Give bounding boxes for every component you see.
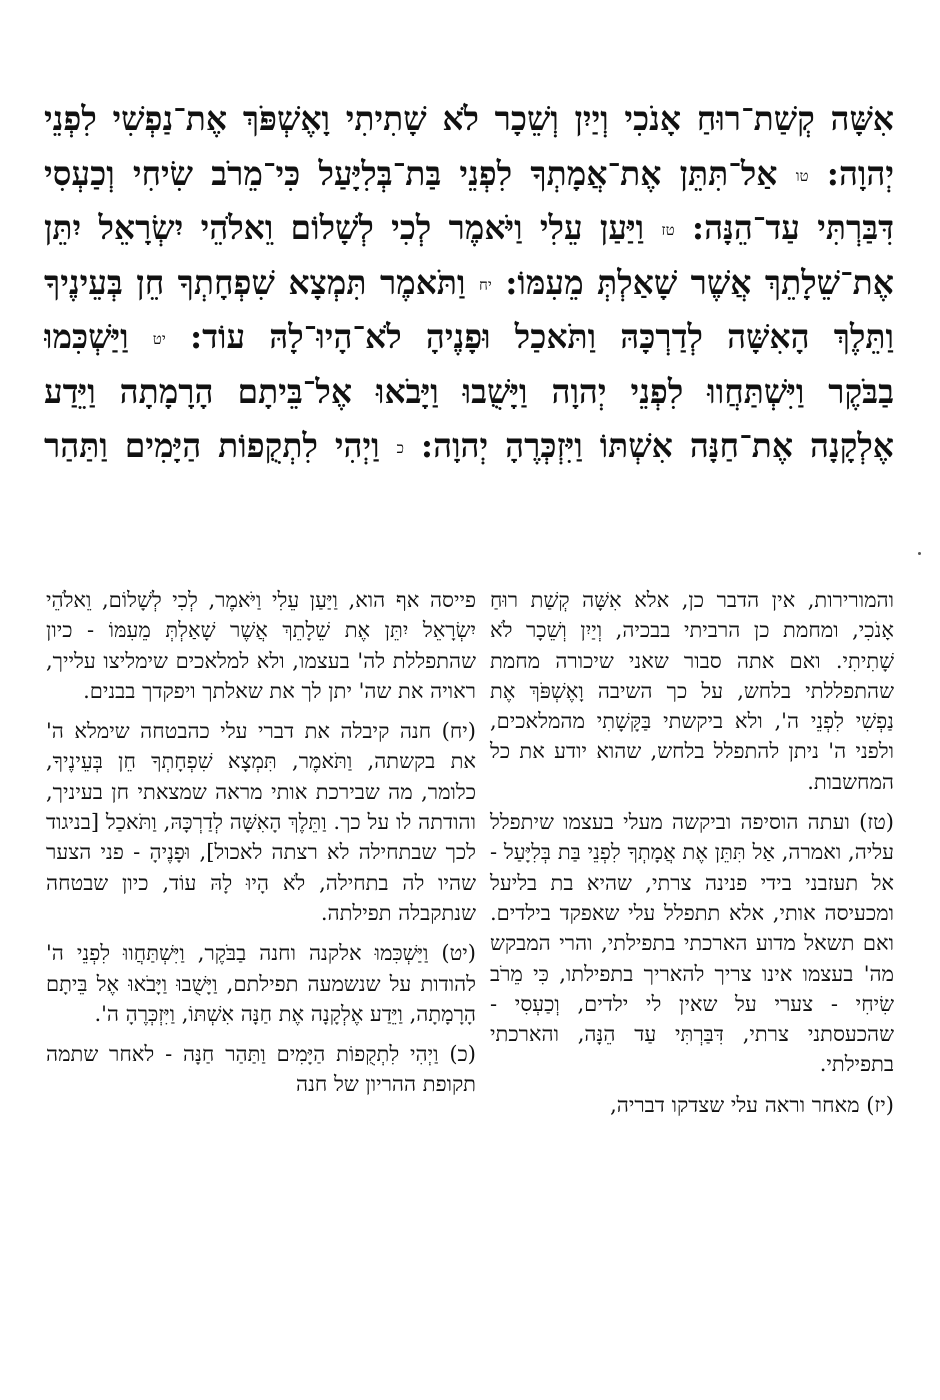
commentary-paragraph: (יט) וַיַּשְׁכִּמוּ אלקנה וחנה בַבֹּקֶר, וַיִּשְׁתַּחֲווּ לִפְנֵי ה' להודות על שנשמעה תפילתם, וַיָּשֻׁבוּ וַיָּבֹאוּ אֶל בֵּיתָם הָרָמָתָה, וַיֵּדַע אֶלְקָנָה אֶת חַנָּה אִשְׁתּוֹ, וַיִּזְכְּרֶהָ ה'. <box>46 941 476 1026</box>
verse-number: טו <box>795 166 809 185</box>
verse-text: וַיַּעַן עֵלִי וַיֹּאמֶר לְכִי לְשָׁלוֹם וֵאלֹהֵי יִשְׂרָאֵל יִתֵּן <box>44 208 645 247</box>
verse-number: יח <box>478 275 492 294</box>
verse-line <box>44 147 894 202</box>
commentary-paragraph: (יח) חנה קיבלה את דברי עלי כהבטחה שימלא ה' את בקשתה, וַתֹּאמֶר, תִּמְצָא שִׁפְחָתְךָ חֵן בְּעֵינֶיךָ, כלומר, מה שבירכת אותי מראה שמצאתי חן בעיניך, והודתה לו על כך. וַתֵּלֶךְ הָאִשָּׁה לְדַרְכָּהּ, וַתֹּאכַל [בניגוד לכך שבתחילה לא רצתה לאכול], וּפָנֶיהָ - פני הצער שהיו לה בתחילה, לֹא הָיוּ לָהּ עוֹד, כיון שבטחה שנתקבלה תפילתה. <box>46 719 476 925</box>
scan-speck <box>918 552 921 555</box>
verse-line <box>44 201 894 256</box>
verse-text: וַיַּשְׁכִּמוּ <box>44 317 129 356</box>
verse-text: וַתֹּאמֶר תִּמְצָא שִׁפְחָתְךָ חֵן בְּעֵינֶיךָ <box>44 262 466 302</box>
verse-line <box>44 310 894 365</box>
verse-line <box>44 92 894 147</box>
verse-text: אַל־תִּתֵּן אֶת־אֲמָתְךָ לִפְנֵי בַּת־בְּלִיָּעַל כִּי־מֵרֹב שִׂיחִי וְכַעְסִי <box>44 153 778 193</box>
commentary-paragraph: (טז) ועתה הוסיפה וביקשה מעלי בעצמו שיתפלל עליה, ואמרה, אַל תִּתֵּן אֶת אֲמָתְךָ לִפְנֵי בַּת בְּלִיָּעַל - אל תעזבני בידי פנינה צרתי, שהיא בת בליעל ומכעיסה אותי, אלא תתפלל עלי שאפקד בילדים. ואם תשאל מדוע הארכתי בתפילתי, והרי המבקש מה' בעצמו אינו צריך להאריך בתפילתו, כִּי מֵרֹב שִׂיחִי - צערי על שאין לי ילדים, וְכַעְסִי - שהכעסתני צרתי, דִּבַּרְתִּי עַד הֵנָּה, והארכתי בתפילתי. <box>490 810 894 1077</box>
verse-text: אֶת־שֵׁלָתֵךְ אֲשֶׁר שָׁאַלְתְּ מֵעִמּוֹ: <box>491 262 894 302</box>
verse-line <box>44 419 894 474</box>
verse-text: אֶלְקָנָה אֶת־חַנָּה אִשְׁתּוֹ וַיִּזְכְּרֶהָ יְהוָה: <box>403 426 894 465</box>
verse-line <box>44 365 894 420</box>
verse-text: בַבֹּקֶר וַיִּשְׁתַּחֲווּ לִפְנֵי יְהוָה וַיָּשֻׁבוּ וַיָּבֹאוּ אֶל־בֵּיתָם הָרָמָתָה וַיֵּדַע <box>44 371 894 411</box>
commentary-paragraph: פייסה אף הוא, וַיַּעַן עֵלִי וַיֹּאמֶר, לְכִי לְשָׁלוֹם, וֵאלֹהֵי יִשְׂרָאֵל יִתֵּן אֶת שֵׁלָתֵךְ אֲשֶׁר שָׁאַלְתְּ מֵעִמּוֹ - כיון שהתפללת לה' בעצמו, ולא למלאכים שימליצו עלייך, ראויה את שה' יתן לך את שאלתך ויפקדך בבנים. <box>46 588 476 703</box>
commentary-paragraph: (יז) מאחר וראה עלי שצדקו דבריה, <box>610 1092 894 1117</box>
verse-text: דִּבַּרְתִּי עַד־הֵנָּה: <box>674 208 894 247</box>
verse-text: יְהוָה: <box>808 153 894 193</box>
verse-text: אִשָּׁה קְשַׁת־רוּחַ אָנֹכִי וְיַיִן וְשֵׁכָר לֹא שָׁתִיתִי וָאֶשְׁפֹּךְ אֶת־נַפְשִׁי לִפְנֵי <box>44 99 894 138</box>
commentary-left-column <box>46 585 476 1110</box>
verse-number: טז <box>661 220 675 239</box>
verse-text: וַתֵּלֶךְ הָאִשָּׁה לְדַרְכָּהּ וַתֹּאכַל וּפָנֶיהָ לֹא־הָיוּ־לָהּ עוֹד: <box>165 317 894 356</box>
verse-number: יט <box>152 329 166 348</box>
verse-block <box>44 92 894 474</box>
commentary-paragraph: (כ) וַיְהִי לִתְקֻפוֹת הַיָּמִים וַתַּהַר חַנָּה - לאחר שתמה תקופת ההריון של חנה <box>46 1042 476 1097</box>
verse-line <box>44 256 894 311</box>
commentary-right-column <box>490 585 894 1130</box>
verse-text: וַיְהִי לִתְקֻפוֹת הַיָּמִים וַתַּהַר <box>44 426 380 465</box>
commentary-paragraph: והמורירות, אין הדבר כן, אלא אִשָּׁה קְשַׁת רוּחַ אָנֹכִי, ומחמת כן הרביתי בבכיה, וְיַיִן וְשֵׁכָר לֹא שָׁתִיתִי. ואם אתה סבור שאני שיכורה מחמת שהתפללתי בלחש, על כך השיבה וָאֶשְׁפֹּךְ אֶת נַפְשִׁי לִפְנֵי ה', ולא ביקשתי בַּקָּשָׁתִי מהמלאכים, ולפני ה' ניתן להתפלל בלחש, שהוא יודע את כל המחשבות. <box>490 588 894 794</box>
verse-number: כ <box>396 438 404 457</box>
